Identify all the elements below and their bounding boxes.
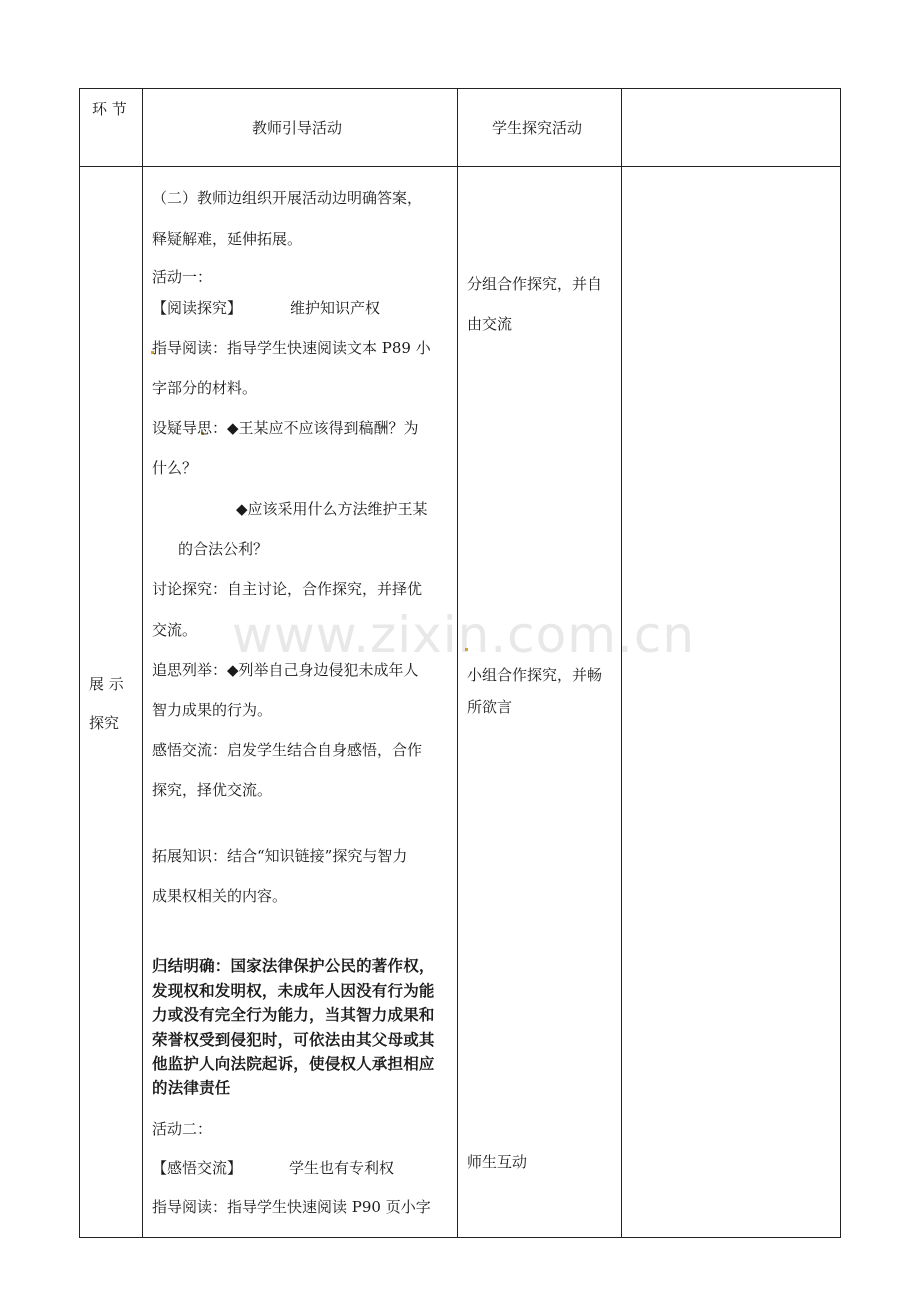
student-line: 小组合作探究，并畅 xyxy=(467,666,603,684)
teacher-line: 智力成果的行为。 xyxy=(152,701,273,719)
student-line: 师生互动 xyxy=(467,1153,528,1171)
teacher-line: （二）教师边组织开展活动边明确答案， xyxy=(152,189,423,207)
summary-line: 力或没有完全行为能力，当其智力成果和 xyxy=(152,1005,435,1024)
summary-line: 荣誉权受到侵犯时，可依法由其父母或其 xyxy=(152,1030,435,1049)
teacher-line: 的合法公利？ xyxy=(178,540,269,558)
teacher-line: 感悟交流：启发学生结合自身感悟，合作 xyxy=(152,741,423,759)
summary-line: 他监护人向法院起诉，使侵权人承担相应 xyxy=(152,1054,435,1073)
activity-two-title: 学生也有专利权 xyxy=(289,1159,395,1177)
teacher-line: 什么？ xyxy=(152,459,198,477)
teacher-line: 释疑解难，延伸拓展。 xyxy=(152,230,303,248)
teacher-line: 探究，择优交流。 xyxy=(152,781,273,799)
table-border-left xyxy=(79,88,80,1238)
activity-two-tag: 【感悟交流】 xyxy=(152,1159,243,1177)
table-border-right xyxy=(840,88,841,1238)
activity-one-tag: 【阅读探究】 xyxy=(152,299,243,317)
summary-line: 发现权和发明权，未成年人因没有行为能 xyxy=(152,981,435,1000)
teacher-line: 拓展知识：结合“知识链接”探究与智力 xyxy=(152,847,408,865)
student-line: 所欲言 xyxy=(467,698,513,716)
header-student-activity: 学生探究活动 xyxy=(492,119,583,137)
header-row-divider xyxy=(79,166,841,167)
section-label-line2: 探究 xyxy=(89,714,120,732)
teacher-line: 字部分的材料。 xyxy=(152,379,258,397)
section-label-line1: 展 示 xyxy=(89,675,124,693)
column-divider-1 xyxy=(142,88,143,1238)
teacher-line: 活动一： xyxy=(152,268,213,286)
student-line: 分组合作探究，并自 xyxy=(467,275,603,293)
teacher-line: 活动二： xyxy=(152,1120,213,1138)
teacher-line: 设疑导思：◆王某应不应该得到稿酬？为 xyxy=(152,419,419,437)
teacher-line: ◆应该采用什么方法维护王某 xyxy=(236,500,428,518)
teacher-line: 指导阅读：指导学生快速阅读文本 P89 小 xyxy=(152,339,431,357)
header-teacher-activity: 教师引导活动 xyxy=(252,119,343,137)
activity-one-title: 维护知识产权 xyxy=(290,299,381,317)
summary-line: 的法律责任 xyxy=(152,1078,231,1097)
teacher-line: 追思列举：◆列举自己身边侵犯未成年人 xyxy=(152,661,419,679)
teacher-line: 成果权相关的内容。 xyxy=(152,887,288,905)
teacher-line: 交流。 xyxy=(152,621,198,639)
teacher-line: 指导阅读：指导学生快速阅读 P90 页小字 xyxy=(152,1198,431,1216)
summary-line: 归结明确：国家法律保护公民的著作权， xyxy=(152,956,435,975)
table-border-top xyxy=(79,88,841,89)
teacher-line: 讨论探究：自主讨论，合作探究，并择优 xyxy=(152,580,423,598)
watermark-text: www.zixin.com.cn xyxy=(232,606,696,664)
student-line: 由交流 xyxy=(467,315,513,333)
header-stage: 环 节 xyxy=(92,100,127,118)
table-border-bottom xyxy=(79,1237,841,1238)
